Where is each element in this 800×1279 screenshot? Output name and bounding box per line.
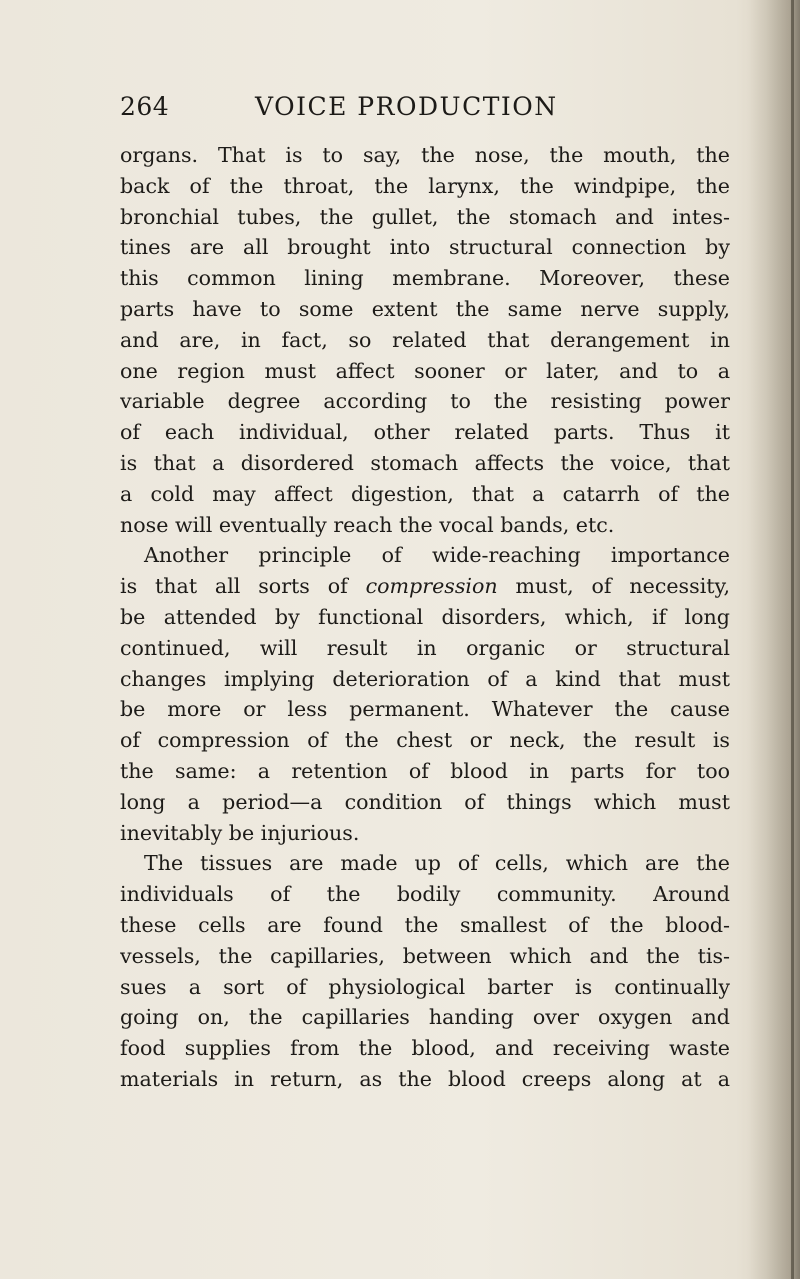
text-segment: must, of necessity, xyxy=(515,574,730,599)
running-head: VOICE PRODUCTION xyxy=(255,92,558,121)
text-line: variable degree according to the resisting power xyxy=(120,389,730,414)
text-line-with-emphasis xyxy=(120,571,730,602)
text-line: bronchial tubes, the gullet, the stomach and intes- xyxy=(120,204,730,229)
text-line: of compression of the chest or neck, the result is xyxy=(120,728,730,753)
text-line: tines are all brought into structural connection by xyxy=(120,235,730,260)
body-text xyxy=(120,140,730,1095)
text-line: nose will eventually reach the vocal bands, etc. xyxy=(120,512,615,537)
text-line: sues a sort of physiological barter is continually xyxy=(120,974,730,999)
text-line: long a period—a condition of things which must xyxy=(120,789,730,814)
page-number: 264 xyxy=(120,92,170,121)
text-line: parts have to some extent the same nerve supply, xyxy=(120,296,730,321)
text-line: back of the throat, the larynx, the windpipe, the xyxy=(120,173,730,198)
text-line: going on, the capillaries handing over oxygen and xyxy=(120,1005,730,1030)
text-line: inevitably be injurious. xyxy=(120,820,360,845)
text-line: one region must affect sooner or later, and to a xyxy=(120,358,730,383)
text-line: is that a disordered stomach affects the voice, that xyxy=(120,450,730,475)
page-header xyxy=(120,92,720,132)
text-line: the same: a retention of blood in parts for too xyxy=(120,758,730,783)
text-line: continued, will result in organic or structural xyxy=(120,635,730,660)
text-line: Another principle of wide-reaching importance xyxy=(144,543,730,568)
paragraph-first-line xyxy=(120,848,730,879)
text-line: organs. That is to say, the nose, the mouth, the xyxy=(120,143,730,167)
text-line: be more or less permanent. Whatever the cause xyxy=(120,697,730,722)
text-line: individuals of the bodily community. Around xyxy=(120,882,730,907)
text-line: this common lining membrane. Moreover, these xyxy=(120,266,730,291)
text-line: be attended by functional disorders, which, if long xyxy=(120,604,730,629)
text-line: The tissues are made up of cells, which are the xyxy=(144,851,730,876)
emphasized-word: compression xyxy=(365,574,498,599)
paragraph-first-line xyxy=(120,540,730,571)
book-spine-edge xyxy=(791,0,794,1279)
text-segment: is that all sorts of xyxy=(120,574,348,599)
text-line: these cells are found the smallest of the blood- xyxy=(120,912,730,937)
text-line: changes implying deterioration of a kind that must xyxy=(120,666,730,691)
text-line: food supplies from the blood, and receiving waste xyxy=(120,1036,730,1061)
text-line: vessels, the capillaries, between which and the tis- xyxy=(120,943,730,968)
text-line: materials in return, as the blood creeps along at a xyxy=(120,1066,730,1091)
text-line: a cold may affect digestion, that a catarrh of the xyxy=(120,481,730,506)
text-line: and are, in fact, so related that derangement in xyxy=(120,327,730,352)
text-line: of each individual, other related parts. Thus it xyxy=(120,420,730,445)
